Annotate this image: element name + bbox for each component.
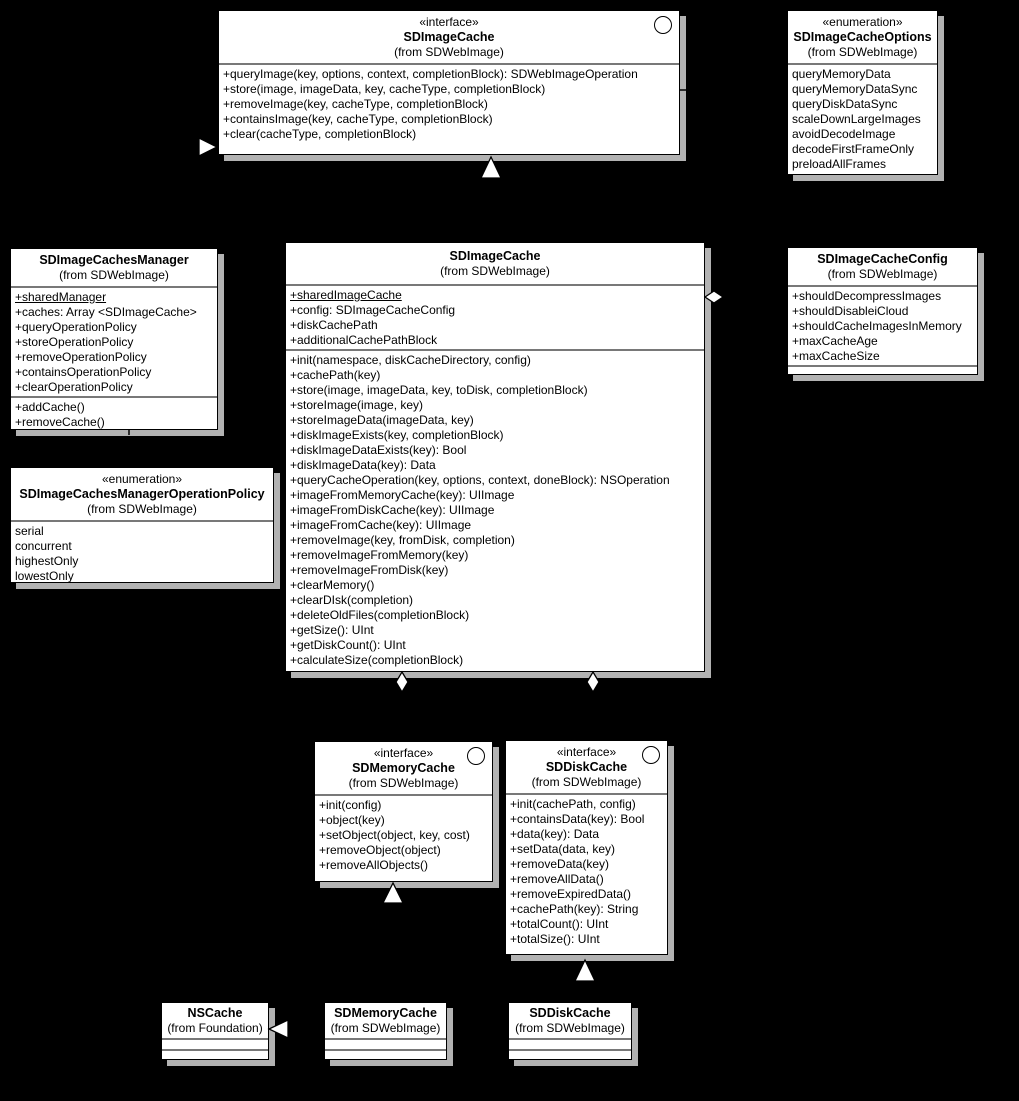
interface-box-sdmemorycache [314,741,493,882]
enum-values-compartment [788,63,937,174]
class-package-label: (from SDWebImage) [807,45,918,59]
member-row: +addCache() [15,400,85,414]
stereotype-label: «enumeration» [101,472,183,486]
member-row: +imageFromCache(key): UIImage [290,518,472,532]
hollow-diamond-icon [396,672,408,692]
member-row: +imageFromDiskCache(key): UIImage [290,503,495,517]
member-row: +init(namespace, diskCacheDirectory, config) [290,353,531,367]
member-row: +clearDIsk(completion) [290,593,414,607]
member-row: avoidDecodeImage [792,127,896,141]
class-name: SDImageCachesManagerOperationPolicy [19,487,265,501]
member-row: queryDiskDataSync [792,97,898,111]
class-header [286,243,704,284]
class-name: SDMemoryCache [352,761,455,775]
methods-compartment-empty [509,1049,631,1060]
member-row: +storeImageData(imageData, key) [290,413,474,427]
member-row: +object(key) [319,813,385,827]
member-row: +sharedManager [15,290,107,304]
hollow-triangle-left-icon [269,1020,288,1038]
member-row: +removeAllData() [510,872,604,886]
enum-box-sdimagecacheoptions [787,10,938,175]
member-row: +data(key): Data [510,827,600,841]
member-row: +maxCacheAge [792,334,878,348]
member-row: +shouldCacheImagesInMemory [792,319,962,333]
enum-values-compartment [11,520,273,583]
attributes-compartment [286,284,704,349]
class-header [788,248,977,285]
class-box-sdmemorycache [324,1002,447,1060]
member-row: +containsData(key): Bool [510,812,645,826]
class-package-label: (from SDWebImage) [394,45,504,59]
attributes-compartment-empty [325,1038,446,1049]
stereotype-label: «interface» [373,746,434,760]
class-package-label: (from SDWebImage) [827,267,938,281]
attributes-compartment [788,285,977,365]
class-package-label: (from SDWebImage) [348,776,459,790]
class-package-label: (from SDWebImage) [87,502,197,516]
attributes-compartment [11,286,217,396]
class-box-sdimagecache [285,242,705,672]
enum-box-sdimagecachesmanageroperationpolicy [10,467,274,583]
class-header [506,741,667,793]
stereotype-label: «interface» [556,745,617,759]
member-row: +totalSize(): UInt [510,932,600,946]
member-row: +removeCache() [15,415,105,429]
member-row: +setData(data, key) [510,842,616,856]
member-row: +removeImage(key, fromDisk, completion) [290,533,515,547]
hollow-triangle-right-icon [199,138,217,156]
member-row: +diskCachePath [290,318,378,332]
member-row: +removeAllObjects() [319,858,429,872]
class-name: SDImageCache [403,30,495,44]
open-arrow-icon [124,458,134,467]
member-row: +additionalCachePathBlock [290,333,438,347]
member-row: preloadAllFrames [792,157,887,171]
member-row: scaleDownLargeImages [792,112,921,126]
class-name: SDDiskCache [529,1006,611,1020]
member-row: +totalCount(): UInt [510,917,609,931]
class-name: NSCache [187,1006,243,1020]
class-name: SDImageCacheConfig [817,252,948,266]
member-row: +store(image, imageData, key, cacheType, completionBlock) [223,82,546,96]
hollow-triangle-up-icon [383,883,403,903]
member-row: +queryOperationPolicy [15,320,137,334]
member-row: +deleteOldFiles(completionBlock) [290,608,470,622]
member-row: +removeObject(object) [319,843,441,857]
class-package-label: (from SDWebImage) [515,1021,625,1035]
class-header [162,1003,268,1038]
member-row: +shouldDecompressImages [792,289,942,303]
hollow-triangle-up-icon [575,960,595,981]
member-row: +containsImage(key, cacheType, completionBlock) [223,112,493,126]
member-row: +maxCacheSize [792,349,880,363]
interface-lollipop-icon [654,16,672,34]
member-row: +removeImageFromDisk(key) [290,563,449,577]
member-row: concurrent [15,539,72,553]
hollow-diamond-icon [587,672,599,692]
interface-lollipop-icon [642,746,660,764]
class-box-nscache [161,1002,269,1060]
class-header [11,249,217,286]
methods-compartment [506,793,667,954]
methods-compartment [286,349,704,671]
member-row: +diskImageDataExists(key): Bool [290,443,467,457]
member-row: +store(image, imageData, key, toDisk, completionBlock) [290,383,588,397]
member-row: +config: SDImageCacheConfig [290,303,456,317]
class-name: SDDiskCache [545,760,628,774]
member-row: +clear(cacheType, completionBlock) [223,127,417,141]
member-row: +storeOperationPolicy [15,335,134,349]
class-header [219,11,679,63]
member-row: +clearMemory() [290,578,375,592]
attributes-compartment-empty [509,1038,631,1049]
methods-compartment [315,794,492,881]
member-row: +clearOperationPolicy [15,380,133,394]
class-package-label: (from SDWebImage) [440,264,550,278]
member-row: queryMemoryDataSync [792,82,918,96]
class-header [315,742,492,794]
member-row: +init(cachePath, config) [510,797,636,811]
member-row: +containsOperationPolicy [15,365,152,379]
class-package-label: (from Foundation) [167,1021,263,1035]
member-row: +removeExpiredData() [510,887,632,901]
member-row: +cachePath(key) [290,368,381,382]
methods-compartment-empty [325,1049,446,1060]
member-row: +getDiskCount(): UInt [290,638,406,652]
class-box-sddiskcache [508,1002,632,1060]
member-row: +storeImage(image, key) [290,398,424,412]
interface-box-sddiskcache [505,740,668,955]
class-box-sdimagecachesmanager [10,248,218,430]
member-row: +cachePath(key): String [510,902,639,916]
member-row: +removeImage(key, cacheType, completionBlock) [223,97,488,111]
class-box-sdimagecacheconfig [787,247,978,375]
member-row: +imageFromMemoryCache(key): UIImage [290,488,515,502]
class-package-label: (from SDWebImage) [531,775,642,789]
hollow-triangle-up-icon [481,157,501,178]
class-header [788,11,937,63]
member-row: +shouldDisableiCloud [792,304,909,318]
class-package-label: (from SDWebImage) [59,268,169,282]
methods-compartment-empty [788,365,977,374]
member-row: serial [15,524,44,538]
realization-line-manager-to-interface [80,147,199,248]
member-row: +getSize(): UInt [290,623,374,637]
member-row: highestOnly [15,554,79,568]
interface-box-sdimagecache [218,10,680,155]
member-row: +sharedImageCache [290,288,402,302]
member-row: +removeOperationPolicy [15,350,147,364]
class-name: SDMemoryCache [334,1006,437,1020]
member-row: +diskImageData(key): Data [290,458,436,472]
member-row: +removeData(key) [510,857,610,871]
member-row: +queryImage(key, options, context, completionBlock): SDWebImageOperation [223,67,638,81]
class-header [325,1003,446,1038]
methods-compartment-empty [162,1049,268,1060]
class-name: SDImageCachesManager [39,253,189,267]
class-package-label: (from SDWebImage) [330,1021,441,1035]
class-header [11,468,273,520]
member-row: queryMemoryData [792,67,891,81]
member-row: +calculateSize(completionBlock) [290,653,464,667]
class-header [509,1003,631,1038]
member-row: lowestOnly [15,569,74,583]
methods-compartment [219,63,679,154]
member-row: decodeFirstFrameOnly [792,142,915,156]
stereotype-label: «enumeration» [822,15,903,29]
member-row: +init(config) [319,798,382,812]
attributes-compartment-empty [162,1038,268,1049]
interface-lollipop-icon [467,747,485,765]
member-row: +setObject(object, key, cost) [319,828,470,842]
methods-compartment [11,396,217,430]
class-name: SDImageCacheOptions [793,30,932,44]
member-row: +queryCacheOperation(key, options, context, doneBlock): NSOperation [290,473,670,487]
stereotype-label: «interface» [419,15,479,29]
class-name: SDImageCache [449,249,541,263]
member-row: +removeImageFromMemory(key) [290,548,469,562]
member-row: +caches: Array <SDImageCache> [15,305,197,319]
open-arrow-icon [778,85,787,95]
hollow-diamond-icon [705,291,723,303]
member-row: +diskImageExists(key, completionBlock) [290,428,504,442]
